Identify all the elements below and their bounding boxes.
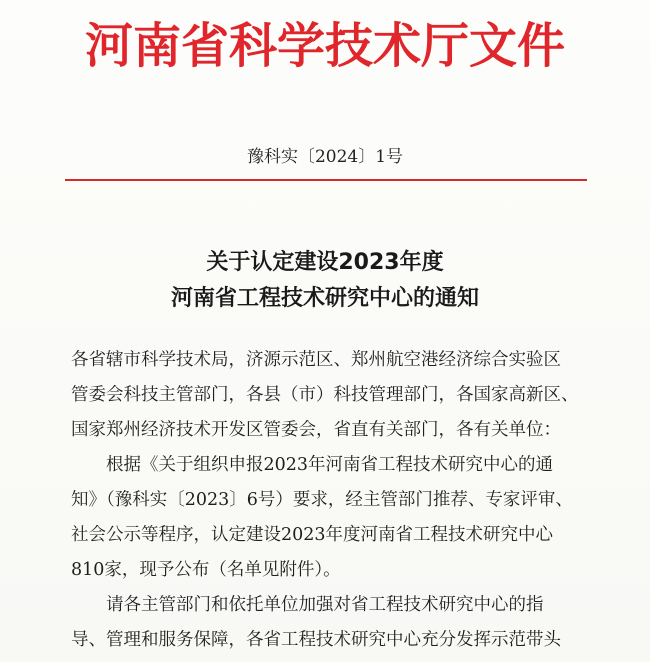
body-line-3: 国家郑州经济技术开发区管委会，省直有关部门，各有关单位： [71,420,561,440]
document-header-title: 河南省科学技术厅文件 [84,18,565,74]
body-line-2: 管委会科技主管部门，各县（市）科技管理部门，各国家高新区、 [71,385,579,405]
body-line-5: 知》（豫科实〔2023〕6号）要求，经主管部门推荐、专家评审、 [71,490,573,510]
body-line-4: 根据《关于组织申报2023年河南省工程技术研究中心的通 [71,455,554,475]
header-divider-rule [65,179,587,181]
notice-title-line-1: 关于认定建设2023年度 [206,250,444,275]
body-line-7: 810家，现予公布（名单见附件）。 [71,560,341,580]
body-line-1: 各省辖市科学技术局，济源示范区、郑州航空港经济综合实验区 [71,350,561,370]
body-line-8: 请各主管部门和依托单位加强对省工程技术研究中心的指 [71,595,544,615]
body-line-6: 社会公示等程序，认定建设2023年度河南省工程技术研究中心 [71,525,554,545]
document-number: 豫科实〔2024〕1号 [246,147,404,167]
body-line-9: 导、管理和服务保障，各省工程技术研究中心充分发挥示范带头 [71,630,561,650]
notice-title-line-2: 河南省工程技术研究中心的通知 [170,286,479,311]
